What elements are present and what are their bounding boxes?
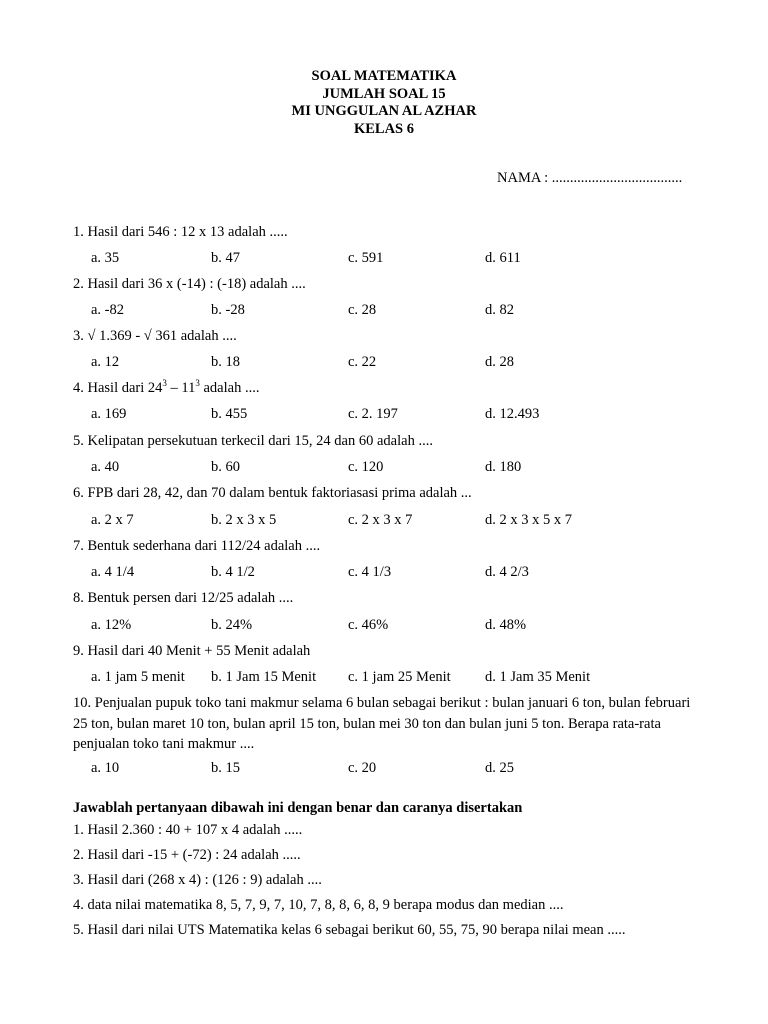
- question-7: 7. Bentuk sederhana dari 112/24 adalah ....: [73, 538, 321, 554]
- question-2-options: [0, 302, 768, 322]
- option-b: b. 4 1/2: [211, 564, 255, 580]
- option-c: c. 22: [348, 354, 377, 370]
- option-c: c. 28: [348, 302, 377, 318]
- option-a: a. -82: [91, 302, 125, 318]
- question-5: 5. Kelipatan persekutuan terkecil dari 15, 24 dan 60 adalah ....: [73, 433, 433, 449]
- option-d: d. 28: [485, 354, 514, 370]
- question-8-options: [0, 617, 768, 637]
- header-title: SOAL MATEMATIKA: [311, 68, 457, 84]
- essay-section-title: Jawablah pertanyaan dibawah ini dengan benar dan caranya disertakan: [73, 800, 523, 816]
- option-a: a. 169: [91, 406, 127, 422]
- essay-question-4: 4. data nilai matematika 8, 5, 7, 9, 7, 10, 7, 8, 8, 6, 8, 9 berapa modus dan median ....: [73, 897, 564, 913]
- header-class: KELAS 6: [353, 120, 415, 137]
- option-c: c. 2. 197: [348, 406, 398, 422]
- option-a: a. 40: [91, 459, 120, 475]
- question-6-options: [0, 512, 768, 532]
- question-9-options: [0, 669, 768, 689]
- question-10-options: [0, 760, 768, 780]
- exponent: 3: [162, 378, 167, 389]
- option-b: b. 1 Jam 15 Menit: [211, 669, 317, 685]
- essay-question-2: 2. Hasil dari -15 + (-72) : 24 adalah .....: [73, 847, 301, 863]
- question-4-text-start: 4. Hasil dari 24: [73, 380, 163, 396]
- option-c: c. 4 1/3: [348, 564, 392, 580]
- question-1: 1. Hasil dari 546 : 12 x 13 adalah .....: [73, 224, 288, 240]
- option-c: c. 2 x 3 x 7: [348, 512, 413, 528]
- exponent: 3: [195, 378, 200, 389]
- option-d: d. 1 Jam 35 Menit: [485, 669, 591, 685]
- question-4-text-end: adalah ....: [199, 380, 260, 396]
- option-a: a. 4 1/4: [91, 564, 135, 580]
- option-a: a. 35: [91, 250, 120, 266]
- question-2: 2. Hasil dari 36 x (-14) : (-18) adalah ....: [73, 276, 306, 292]
- option-a: a. 2 x 7: [91, 512, 134, 528]
- question-4: [73, 380, 259, 397]
- option-d: d. 48%: [485, 617, 527, 633]
- header-school: MI UNGGULAN AL AZHAR: [291, 103, 477, 119]
- option-c: c. 1 jam 25 Menit: [348, 669, 451, 685]
- option-b: b. -28: [211, 302, 245, 318]
- question-9: 9. Hasil dari 40 Menit + 55 Menit adalah: [73, 643, 311, 659]
- option-a: a. 10: [91, 760, 120, 776]
- essay-question-1: 1. Hasil 2.360 : 40 + 107 x 4 adalah .....: [73, 822, 303, 838]
- option-b: b. 24%: [211, 617, 253, 633]
- name-field: NAMA : ....................................: [497, 170, 683, 186]
- option-d: d. 25: [485, 760, 514, 776]
- option-a: a. 12: [91, 354, 120, 370]
- question-3: 3. √ 1.369 - √ 361 adalah ....: [73, 328, 237, 344]
- question-7-options: [0, 564, 768, 584]
- option-d: d. 12.493: [485, 406, 540, 422]
- question-10: 10. Penjualan pupuk toko tani makmur selama 6 bulan sebagai berikut : bulan januari 6 ton, bulan februari 25 ton, bulan maret 10 ton, bulan april 15 ton, bulan mei 30 ton dan bulan juni 5 ton. Berapa rata-rata penjualan toko tani makmur ....: [73, 695, 691, 752]
- option-b: b. 47: [211, 250, 240, 266]
- question-8: 8. Bentuk persen dari 12/25 adalah ....: [73, 590, 294, 606]
- essay-question-5: 5. Hasil dari nilai UTS Matematika kelas 6 sebagai berikut 60, 55, 75, 90 berapa nilai mean .....: [73, 922, 626, 938]
- question-5-options: [0, 459, 768, 479]
- option-b: b. 60: [211, 459, 240, 475]
- option-d: d. 611: [485, 250, 521, 266]
- essay-question-3: 3. Hasil dari (268 x 4) : (126 : 9) adalah ....: [73, 872, 322, 888]
- option-d: d. 180: [485, 459, 522, 475]
- option-b: b. 455: [211, 406, 248, 422]
- option-c: c. 20: [348, 760, 377, 776]
- question-4-options: [0, 406, 768, 426]
- question-4-text-middle: – 11: [166, 380, 196, 396]
- option-b: b. 15: [211, 760, 240, 776]
- option-d: d. 82: [485, 302, 514, 318]
- question-3-options: [0, 354, 768, 374]
- option-b: b. 2 x 3 x 5: [211, 512, 277, 528]
- option-a: a. 1 jam 5 menit: [91, 669, 185, 685]
- document-header: [0, 68, 768, 138]
- option-d: d. 2 x 3 x 5 x 7: [485, 512, 572, 528]
- option-c: c. 591: [348, 250, 384, 266]
- header-question-count: JUMLAH SOAL 15: [322, 85, 446, 102]
- option-b: b. 18: [211, 354, 240, 370]
- option-d: d. 4 2/3: [485, 564, 529, 580]
- option-c: c. 120: [348, 459, 384, 475]
- question-6: 6. FPB dari 28, 42, dan 70 dalam bentuk faktoriasasi prima adalah ...: [73, 485, 472, 501]
- option-a: a. 12%: [91, 617, 132, 633]
- option-c: c. 46%: [348, 617, 389, 633]
- question-1-options: [0, 250, 768, 270]
